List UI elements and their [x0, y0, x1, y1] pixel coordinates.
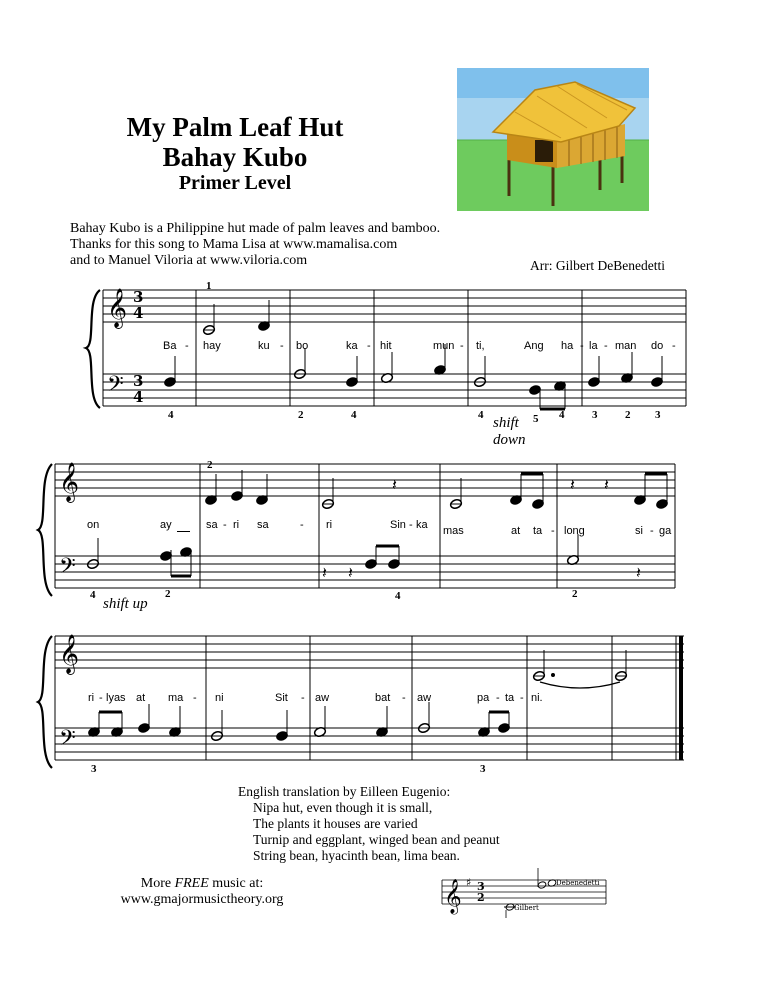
treble-clef-icon: 𝄞: [59, 634, 80, 674]
lyric: ri: [88, 692, 95, 704]
lyric: -: [402, 692, 406, 704]
intro-line-2: Thanks for this song to Mama Lisa at www.mamalisa.com: [70, 237, 398, 252]
treble-clef-icon: 𝄞: [107, 288, 128, 328]
logo-word-2: Debenedetti: [556, 879, 600, 887]
fingering: 4: [90, 589, 96, 601]
quarter-rest-icon: 𝄽: [604, 475, 609, 494]
quarter-rest-icon: 𝄽: [322, 563, 327, 582]
lyric: Ba: [163, 340, 177, 352]
lyric: ni.: [531, 692, 543, 704]
lyric: ga: [659, 525, 672, 537]
lyric: mas: [443, 525, 464, 537]
more-suffix: music at:: [212, 876, 264, 891]
bass-clef-icon: 𝄢: [59, 554, 76, 584]
lyric: Ang: [524, 340, 544, 352]
page-subtitle: Bahay Kubo: [162, 142, 308, 172]
translation-line: Nipa hut, even though it is small,: [253, 800, 433, 815]
lyric: hay: [203, 340, 221, 352]
melisma-line: [177, 531, 190, 532]
treble-clef-icon: 𝄞: [59, 462, 80, 502]
arranger-credit: Arr: Gilbert DeBenedetti: [530, 258, 665, 273]
lyric: -: [604, 340, 608, 352]
lyric: at: [511, 525, 521, 537]
lyric: -: [409, 519, 413, 531]
lyric: -: [193, 692, 197, 704]
more-free: FREE: [174, 876, 209, 891]
lyric: -: [99, 692, 103, 704]
intro-line-3: and to Manuel Viloria at www.viloria.com: [70, 253, 308, 268]
instruction-shift-up: shift up: [103, 596, 148, 612]
lyric: -: [551, 525, 555, 537]
instruction-shift: shift: [493, 415, 519, 431]
lyric: -: [520, 692, 524, 704]
lyric: ay: [160, 519, 172, 531]
fingering: 3: [592, 409, 598, 421]
time-sig-top-bass: 3: [133, 372, 144, 390]
gbd-logo: [440, 866, 610, 918]
translation-line: The plants it houses are varied: [253, 816, 418, 831]
lyric: ka: [346, 340, 358, 352]
lyric: pa: [477, 692, 490, 704]
lyric: bo: [296, 340, 309, 352]
quarter-rest-icon: 𝄽: [636, 563, 641, 582]
bass-clef-icon: 𝄢: [59, 726, 76, 756]
lyric: sa: [257, 519, 269, 531]
lyric: -: [367, 340, 371, 352]
lyric: lyas: [106, 692, 126, 704]
logo-word-1: Gilbert: [514, 904, 539, 912]
lyric: ri: [326, 519, 333, 531]
lyric: -: [223, 519, 227, 531]
notes-s2: [86, 470, 668, 576]
svg-text:♯: ♯: [466, 876, 472, 889]
time-sig-top: 3: [133, 288, 144, 306]
lyric: ri: [233, 519, 240, 531]
lyric: ku: [258, 340, 270, 352]
fingering: 1: [206, 280, 212, 292]
fingering: 2: [207, 459, 213, 471]
lyric: at: [136, 692, 146, 704]
translation-line: Turnip and eggplant, winged bean and peanut: [253, 832, 500, 847]
quarter-rest-icon: 𝄽: [392, 475, 397, 494]
system-3: [38, 636, 684, 768]
lyric: -: [460, 340, 464, 352]
lyric: ha: [561, 340, 574, 352]
lyric: long: [564, 525, 585, 537]
lyric: -: [185, 340, 189, 352]
svg-text:3: 3: [477, 880, 485, 893]
intro-line-1: Bahay Kubo is a Philippine hut made of palm leaves and bamboo.: [70, 221, 441, 236]
lyric: -: [496, 692, 500, 704]
lyric: Sit: [275, 692, 288, 704]
fingering: 3: [655, 409, 661, 421]
fingering: 4: [395, 590, 401, 602]
lyric: -: [301, 692, 305, 704]
lyric: hit: [380, 340, 392, 352]
lyric: ni: [215, 692, 224, 704]
fingering: 2: [625, 409, 631, 421]
fingering: 4: [559, 409, 565, 421]
lyric: si: [635, 525, 643, 537]
lyric: ma: [168, 692, 184, 704]
fingering: 5: [533, 413, 539, 425]
bass-clef-icon: 𝄢: [107, 372, 124, 402]
translation-heading: English translation by Eilleen Eugenio:: [238, 784, 451, 799]
lyric: -: [280, 340, 284, 352]
notes-s1-treble: [202, 300, 270, 336]
fingering: 2: [572, 588, 578, 600]
lyric: mun: [433, 340, 455, 352]
fingering: 2: [165, 588, 171, 600]
lyric: aw: [417, 692, 432, 704]
fingering: 4: [168, 409, 174, 421]
lyric: ti,: [476, 340, 485, 352]
fingering: 3: [480, 763, 486, 775]
quarter-rest-icon: 𝄽: [348, 563, 353, 582]
logo-clef-icon: 𝄞: [444, 879, 462, 914]
lyric: Sin: [390, 519, 406, 531]
time-sig-bottom: 4: [133, 304, 144, 322]
lyric: -: [650, 525, 654, 537]
lyric: bat: [375, 692, 391, 704]
page-title: My Palm Leaf Hut: [126, 112, 344, 142]
instruction-down: down: [493, 432, 526, 448]
lyric: la: [589, 340, 598, 352]
fingering: 2: [298, 409, 304, 421]
lyric: -: [300, 519, 304, 531]
time-sig-bottom-bass: 4: [133, 388, 144, 406]
more-music-block: [112, 876, 292, 908]
lyric: ta: [505, 692, 515, 704]
site-url-link[interactable]: www.gmajormusictheory.org: [120, 892, 284, 907]
lyric: -: [672, 340, 676, 352]
fingering: 4: [478, 409, 484, 421]
quarter-rest-icon: 𝄽: [570, 475, 575, 494]
fingering: 3: [91, 763, 97, 775]
more-prefix: More: [140, 876, 172, 891]
level-label: Primer Level: [178, 172, 292, 194]
lyric: on: [87, 519, 100, 531]
svg-text:2: 2: [477, 891, 485, 904]
lyric: ka: [416, 519, 428, 531]
fingering: 4: [351, 409, 357, 421]
lyric: do: [651, 340, 664, 352]
lyric: -: [580, 340, 584, 352]
lyric: ta: [533, 525, 543, 537]
notes-s1-bass: [163, 344, 663, 409]
translation-line: String bean, hyacinth bean, lima bean.: [253, 848, 460, 863]
lyric: man: [615, 340, 637, 352]
lyric: sa: [206, 519, 218, 531]
lyric: aw: [315, 692, 330, 704]
